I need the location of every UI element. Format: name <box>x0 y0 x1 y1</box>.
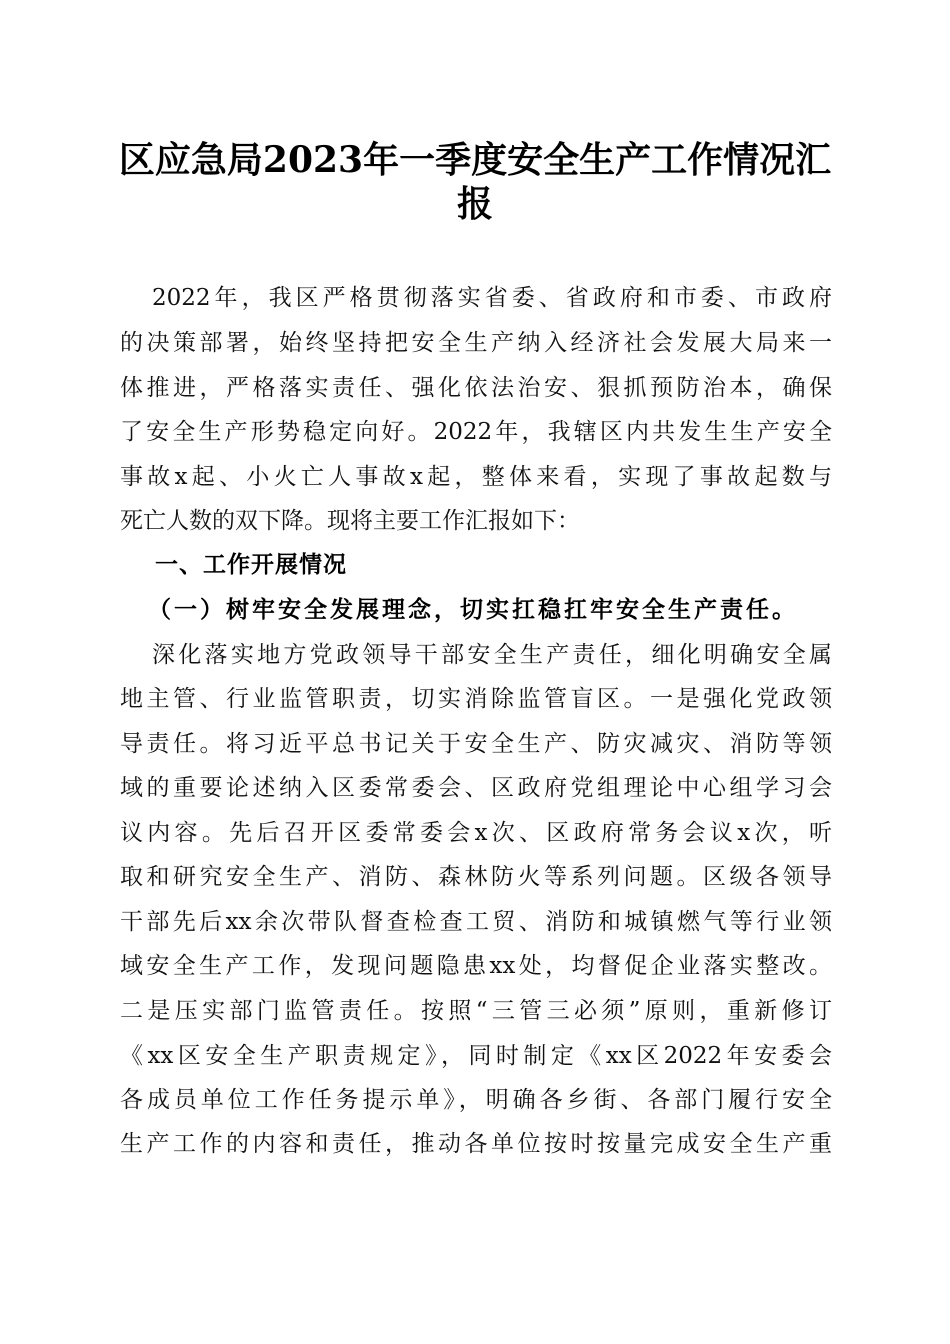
body-paragraph-line: 地主管、行业监管职责，切实消除监管盲区。一是强化党政领 <box>120 686 832 712</box>
body-paragraph-line: 深化落实地方党政领导干部安全生产责任，细化明确安全属 <box>152 642 832 668</box>
intro-paragraph-line: 死亡人数的双下降。现将主要工作汇报如下： <box>120 508 580 534</box>
intro-paragraph-line: 的决策部署，始终坚持把安全生产纳入经济社会发展大局来一 <box>120 330 832 356</box>
document-title-line-1: 区应急局2023年一季度安全生产工作情况汇 <box>118 139 832 181</box>
body-paragraph-line: 域安全生产工作，发现问题隐患xx处，均督促企业落实整改。 <box>120 953 832 979</box>
body-paragraph-line: 导责任。将习近平总书记关于安全生产、防灾减灾、消防等领 <box>120 731 832 757</box>
body-paragraph-line: 二是压实部门监管责任。按照“三管三必须”原则，重新修订 <box>120 998 832 1024</box>
body-paragraph-line: 干部先后xx余次带队督查检查工贸、消防和城镇燃气等行业领 <box>120 909 832 935</box>
body-paragraph-line: 取和研究安全生产、消防、森林防火等系列问题。区级各领导 <box>120 864 832 890</box>
document-title-line-2: 报 <box>456 183 493 225</box>
intro-paragraph-line: 事故x起、小火亡人事故x起，整体来看，实现了事故起数与 <box>120 464 832 490</box>
intro-paragraph-line: 体推进，严格落实责任、强化依法治安、狠抓预防治本，确保 <box>120 375 832 401</box>
body-paragraph-line: 域的重要论述纳入区委常委会、区政府党组理论中心组学习会 <box>120 775 832 801</box>
body-paragraph-line: 《xx区安全生产职责规定》，同时制定《xx区2022年安委会 <box>120 1043 832 1069</box>
body-paragraph-line: 生产工作的内容和责任，推动各单位按时按量完成安全生产重 <box>120 1131 832 1157</box>
body-paragraph-line: 各成员单位工作任务提示单》，明确各乡街、各部门履行安全 <box>120 1087 832 1113</box>
section-heading: 一、工作开展情况 <box>155 552 347 578</box>
body-paragraph-line: 议内容。先后召开区委常委会x次、区政府常务会议x次，听 <box>120 820 832 846</box>
intro-paragraph-line: 了安全生产形势稳定向好。2022年，我辖区内共发生生产安全 <box>120 419 832 445</box>
subsection-heading: （一）树牢安全发展理念，切实扛稳扛牢安全生产责任。 <box>148 596 798 623</box>
intro-paragraph-line: 2022年，我区严格贯彻落实省委、省政府和市委、市政府 <box>152 285 832 311</box>
